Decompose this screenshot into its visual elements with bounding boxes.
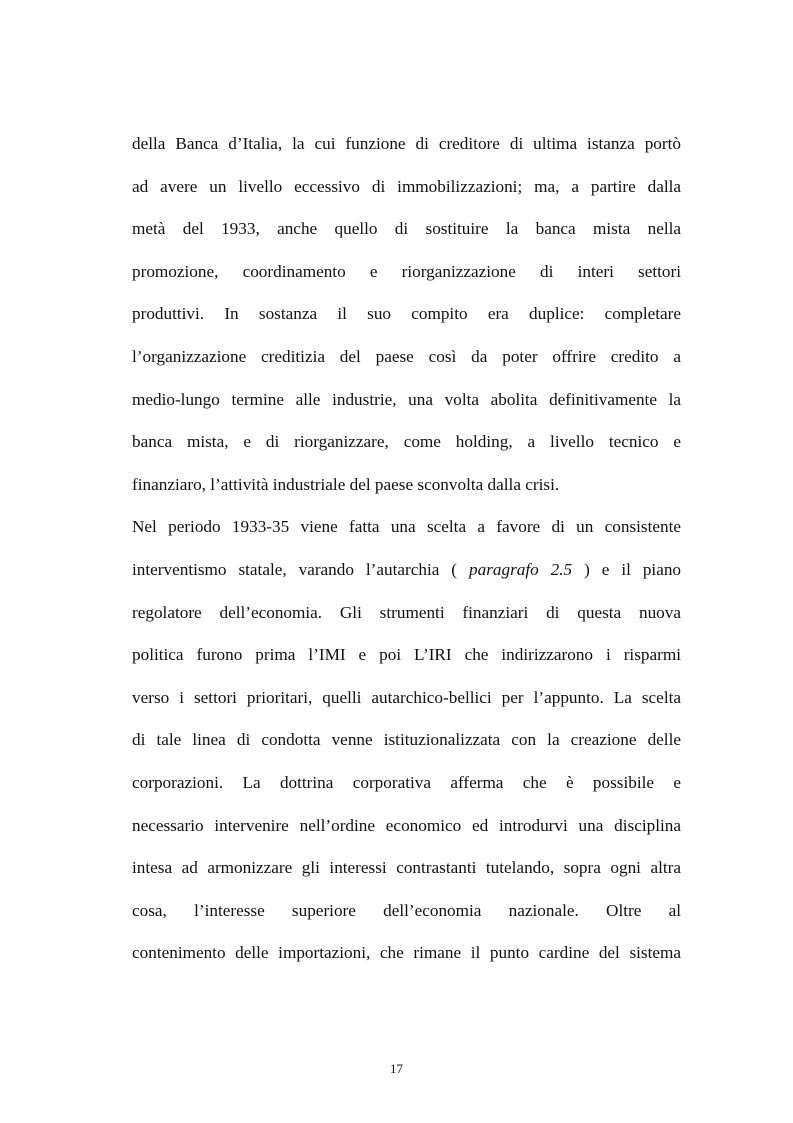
text-line: l’organizzazione creditizia del paese così da poter offrire credito a: [132, 346, 681, 366]
text-line: ad avere un livello eccessivo di immobilizzazioni; ma, a partire dalla: [132, 176, 681, 196]
text-line: cosa, l’interesse superiore dell’economia nazionale. Oltre al: [132, 900, 681, 920]
line-text-before: interventismo statale, varando l’autarchia (: [132, 559, 458, 579]
text-line: regolatore dell’economia. Gli strumenti finanziari di questa nuova: [132, 602, 681, 622]
text-line: necessario intervenire nell’ordine economico ed introdurvi una disciplina: [132, 815, 681, 835]
text-line: finanziaro, l’attività industriale del paese sconvolta dalla crisi.: [132, 474, 560, 494]
page-body: [132, 126, 681, 978]
line-text-after: ) e il piano: [584, 559, 682, 579]
text-line: metà del 1933, anche quello di sostituire la banca mista nella: [132, 219, 681, 239]
text-line: verso i settori prioritari, quelli autarchico-bellici per l’appunto. La scelta: [132, 687, 681, 707]
text-line: della Banca d’Italia, la cui funzione di creditore di ultima istanza portò: [132, 134, 681, 153]
paragraph-2: [132, 509, 681, 978]
text-line: produttivi. In sostanza il suo compito era duplice: completare: [132, 304, 681, 324]
text-line: contenimento delle importazioni, che rimane il punto cardine del sistema: [132, 943, 681, 963]
text-line: di tale linea di condotta venne istituzionalizzata con la creazione delle: [132, 730, 681, 750]
text-line: medio-lungo termine alle industrie, una volta abolita definitivamente la: [132, 389, 681, 409]
text-line: politica furono prima l’IMI e poi L’IRI che indirizzarono i risparmi: [132, 645, 681, 665]
page-number: 17: [390, 1061, 403, 1076]
text-line-with-reference: [132, 552, 681, 595]
paragraph-1: [132, 126, 681, 509]
text-line: promozione, coordinamento e riorganizzazione di interi settori: [132, 261, 681, 281]
text-line: intesa ad armonizzare gli interessi contrastanti tutelando, sopra ogni altra: [132, 858, 681, 878]
text-line: corporazioni. La dottrina corporativa afferma che è possibile e: [132, 772, 681, 792]
text-line: Nel periodo 1933-35 viene fatta una scelta a favore di un consistente: [132, 517, 681, 537]
paragraph-reference: paragrafo 2.5: [469, 559, 573, 579]
text-line: banca mista, e di riorganizzare, come holding, a livello tecnico e: [132, 432, 681, 452]
